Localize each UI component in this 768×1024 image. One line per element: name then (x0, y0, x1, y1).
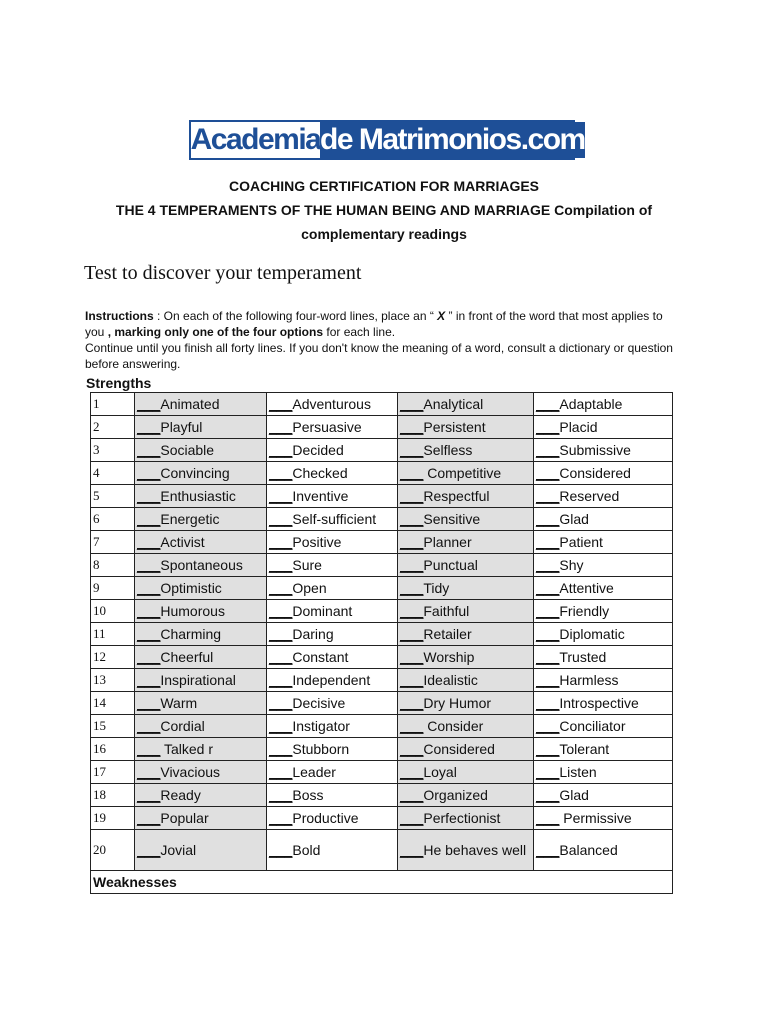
logo-right-text: de Matrimonios.com (320, 123, 585, 156)
option-word: Positive (292, 534, 342, 550)
row-number: 3 (91, 439, 135, 462)
option-word: Consider (423, 718, 484, 734)
answer-blank[interactable]: ___ (400, 511, 424, 527)
heading-line-1: COACHING CERTIFICATION FOR MARRIAGES (228, 178, 540, 194)
option-cell[interactable] (267, 646, 398, 669)
option-cell[interactable] (398, 623, 534, 646)
answer-blank[interactable]: ___ (400, 841, 424, 858)
option-word: Leader (292, 764, 336, 780)
option-word: Loyal (423, 764, 457, 780)
option-word: Reserved (559, 488, 620, 504)
answer-blank[interactable]: ___ (269, 603, 293, 619)
answer-blank[interactable]: ___ (536, 396, 560, 412)
answer-blank[interactable]: ___ (137, 534, 161, 550)
answer-blank[interactable]: ___ (269, 442, 293, 458)
answer-blank[interactable]: ___ (536, 810, 560, 826)
strengths-label: Strengths (86, 375, 152, 391)
option-cell[interactable] (267, 807, 398, 830)
option-cell[interactable] (267, 623, 398, 646)
option-cell[interactable] (534, 715, 673, 738)
option-word: Respectful (423, 488, 490, 504)
answer-blank[interactable]: ___ (137, 396, 161, 412)
option-cell[interactable] (267, 715, 398, 738)
answer-blank[interactable]: ___ (137, 442, 161, 458)
table-row (91, 761, 673, 784)
option-cell[interactable] (534, 600, 673, 623)
answer-blank[interactable]: ___ (269, 534, 293, 550)
answer-blank[interactable]: ___ (137, 465, 161, 481)
option-word: Selfless (423, 442, 473, 458)
option-cell[interactable] (267, 439, 398, 462)
option-cell[interactable] (135, 439, 267, 462)
option-word: Analytical (423, 396, 484, 412)
option-word: Introspective (559, 695, 639, 711)
option-cell[interactable] (398, 738, 534, 761)
answer-blank[interactable]: ___ (536, 580, 560, 596)
row-number: 2 (91, 416, 135, 439)
option-cell[interactable] (534, 577, 673, 600)
answer-blank[interactable]: ___ (269, 842, 293, 858)
answer-blank[interactable]: ___ (536, 557, 560, 573)
answer-blank[interactable]: ___ (137, 580, 161, 596)
option-cell[interactable] (267, 692, 398, 715)
option-word: Sociable (160, 442, 215, 458)
option-word: Jovial (160, 842, 197, 858)
row-number: 20 (91, 830, 135, 871)
answer-blank[interactable]: ___ (400, 649, 424, 665)
answer-blank[interactable]: ___ (137, 626, 161, 642)
option-cell[interactable] (398, 577, 534, 600)
option-word: Harmless (559, 672, 619, 688)
option-cell[interactable] (135, 623, 267, 646)
row-number: 1 (91, 393, 135, 416)
option-word: Cheerful (160, 649, 214, 665)
answer-blank[interactable]: ___ (137, 649, 161, 665)
answer-blank[interactable]: ___ (137, 488, 161, 504)
answer-blank[interactable]: ___ (269, 649, 293, 665)
table-row (91, 623, 673, 646)
table-row (91, 531, 673, 554)
option-word: Persistent (423, 419, 486, 435)
row-number: 9 (91, 577, 135, 600)
option-word: Planner (423, 534, 472, 550)
option-cell[interactable] (398, 600, 534, 623)
table-row (91, 485, 673, 508)
option-cell[interactable] (135, 462, 267, 485)
row-number: 6 (91, 508, 135, 531)
row-number: 17 (91, 761, 135, 784)
option-cell[interactable] (534, 761, 673, 784)
answer-blank[interactable]: ___ (400, 741, 424, 757)
option-word: Boss (292, 787, 324, 803)
option-cell[interactable] (267, 508, 398, 531)
instructions-line-2: Continue until you finish all forty lines. If you don't know the meaning of a word, consult a dictionary or question before answering. (85, 341, 673, 371)
option-word: Sensitive (423, 511, 481, 527)
option-word: Spontaneous (160, 557, 243, 573)
option-word: Competitive (423, 465, 502, 481)
option-cell[interactable] (398, 761, 534, 784)
answer-blank[interactable]: ___ (400, 695, 424, 711)
row-number: 19 (91, 807, 135, 830)
option-word: Charming (160, 626, 222, 642)
option-word: Playful (160, 419, 203, 435)
site-logo (189, 120, 585, 160)
answer-blank[interactable]: ___ (269, 741, 293, 757)
option-word: Instigator (292, 718, 350, 734)
option-cell[interactable] (267, 600, 398, 623)
option-word: Ready (160, 787, 201, 803)
option-cell[interactable] (135, 784, 267, 807)
option-cell[interactable] (534, 508, 673, 531)
option-word: Decisive (292, 695, 346, 711)
option-cell[interactable] (135, 669, 267, 692)
answer-blank[interactable]: ___ (400, 396, 424, 412)
option-cell[interactable] (135, 715, 267, 738)
answer-blank[interactable]: ___ (400, 718, 424, 734)
option-cell[interactable] (135, 531, 267, 554)
option-cell[interactable] (534, 669, 673, 692)
option-word: Attentive (559, 580, 614, 596)
option-word: Dominant (292, 603, 353, 619)
option-cell[interactable] (135, 600, 267, 623)
option-cell[interactable] (267, 830, 398, 871)
option-cell[interactable] (135, 761, 267, 784)
option-word: Warm (160, 695, 198, 711)
option-word: Tidy (423, 580, 450, 596)
answer-blank[interactable]: ___ (137, 718, 161, 734)
row-number: 14 (91, 692, 135, 715)
answer-blank[interactable]: ___ (536, 419, 560, 435)
option-word: Idealistic (423, 672, 478, 688)
answer-blank[interactable]: ___ (400, 787, 424, 803)
option-word: Humorous (160, 603, 225, 619)
answer-blank[interactable]: ___ (536, 626, 560, 642)
option-cell[interactable] (534, 692, 673, 715)
answer-blank[interactable]: ___ (536, 695, 560, 711)
option-cell[interactable] (267, 485, 398, 508)
option-cell[interactable] (398, 439, 534, 462)
option-cell[interactable] (534, 646, 673, 669)
option-cell[interactable] (267, 784, 398, 807)
heading-line-3: complementary readings (301, 226, 467, 242)
weaknesses-row (91, 871, 673, 894)
answer-blank[interactable]: ___ (137, 695, 161, 711)
option-cell[interactable] (398, 830, 534, 871)
row-number: 10 (91, 600, 135, 623)
temperament-table (90, 392, 673, 894)
option-cell[interactable] (135, 577, 267, 600)
row-number: 8 (91, 554, 135, 577)
option-word: Glad (559, 787, 589, 803)
row-number: 16 (91, 738, 135, 761)
option-cell[interactable] (267, 554, 398, 577)
table-row (91, 439, 673, 462)
option-cell[interactable] (135, 508, 267, 531)
instructions-label: Instructions (85, 309, 154, 323)
answer-blank[interactable]: ___ (536, 764, 560, 780)
table-row (91, 669, 673, 692)
option-cell[interactable] (135, 692, 267, 715)
option-cell[interactable] (398, 784, 534, 807)
answer-blank[interactable]: ___ (137, 603, 161, 619)
answer-blank[interactable]: ___ (536, 649, 560, 665)
logo-left-text: Academia (190, 123, 321, 156)
answer-blank[interactable]: ___ (269, 488, 293, 504)
option-cell[interactable] (398, 692, 534, 715)
answer-blank[interactable]: ___ (269, 580, 293, 596)
option-word: Placid (559, 419, 598, 435)
option-cell[interactable] (267, 416, 398, 439)
option-cell[interactable] (534, 554, 673, 577)
option-word: Trusted (559, 649, 607, 665)
option-word: Inspirational (160, 672, 236, 688)
option-cell[interactable] (534, 830, 673, 871)
option-cell[interactable] (135, 830, 267, 871)
option-word: Diplomatic (559, 626, 625, 642)
answer-blank[interactable]: ___ (269, 672, 293, 688)
answer-blank[interactable]: ___ (137, 511, 161, 527)
option-cell[interactable] (398, 646, 534, 669)
instructions (85, 308, 685, 372)
instructions-emphasis: , marking only one of the four options (107, 325, 324, 339)
option-word: Glad (559, 511, 589, 527)
answer-blank[interactable]: ___ (536, 603, 560, 619)
option-cell[interactable] (534, 462, 673, 485)
option-cell[interactable] (267, 761, 398, 784)
option-cell[interactable] (267, 577, 398, 600)
option-word: Stubborn (292, 741, 350, 757)
answer-blank[interactable]: ___ (400, 557, 424, 573)
answer-blank[interactable]: ___ (269, 557, 293, 573)
option-word: Adaptable (559, 396, 623, 412)
answer-blank[interactable]: ___ (269, 626, 293, 642)
option-word: Vivacious (160, 764, 221, 780)
option-word: Faithful (423, 603, 470, 619)
option-cell[interactable] (135, 807, 267, 830)
answer-blank[interactable]: ___ (137, 741, 161, 757)
option-cell[interactable] (135, 485, 267, 508)
table-row (91, 554, 673, 577)
answer-blank[interactable]: ___ (137, 842, 161, 858)
answer-blank[interactable]: ___ (269, 718, 293, 734)
option-cell[interactable] (398, 462, 534, 485)
answer-blank[interactable]: ___ (137, 672, 161, 688)
option-word: Inventive (292, 488, 349, 504)
row-number: 12 (91, 646, 135, 669)
row-number: 5 (91, 485, 135, 508)
answer-blank[interactable]: ___ (137, 557, 161, 573)
option-word: Daring (292, 626, 334, 642)
option-word: Checked (292, 465, 348, 481)
answer-blank[interactable]: ___ (536, 465, 560, 481)
option-cell[interactable] (398, 669, 534, 692)
option-cell[interactable] (534, 531, 673, 554)
option-word: He behaves well (423, 841, 527, 858)
row-number: 11 (91, 623, 135, 646)
option-word: Shy (559, 557, 584, 573)
option-word: Retailer (423, 626, 472, 642)
instructions-text-2: ” in front of the word that most applies to you (85, 309, 663, 339)
option-cell[interactable] (534, 439, 673, 462)
row-number: 4 (91, 462, 135, 485)
option-word: Activist (160, 534, 205, 550)
option-cell[interactable] (398, 715, 534, 738)
table-row (91, 577, 673, 600)
option-cell[interactable] (267, 669, 398, 692)
answer-blank[interactable]: ___ (400, 764, 424, 780)
option-cell[interactable] (534, 807, 673, 830)
option-word: Balanced (559, 842, 618, 858)
option-word: Perfectionist (423, 810, 501, 826)
option-word: Organized (423, 787, 488, 803)
table-row (91, 508, 673, 531)
option-cell[interactable] (267, 462, 398, 485)
instructions-text-3: for each line. (323, 325, 396, 339)
option-word: Sure (292, 557, 322, 573)
answer-blank[interactable]: ___ (400, 442, 424, 458)
option-word: Popular (160, 810, 209, 826)
option-cell[interactable] (534, 416, 673, 439)
answer-blank[interactable]: ___ (536, 488, 560, 504)
answer-blank[interactable]: ___ (269, 419, 293, 435)
option-cell[interactable] (267, 738, 398, 761)
answer-blank[interactable]: ___ (269, 764, 293, 780)
option-cell[interactable] (135, 416, 267, 439)
option-word: Constant (292, 649, 349, 665)
option-word: Friendly (559, 603, 610, 619)
table-row (91, 600, 673, 623)
table-row (91, 416, 673, 439)
table-row (91, 830, 673, 871)
answer-blank[interactable]: ___ (400, 810, 424, 826)
option-cell[interactable] (534, 738, 673, 761)
answer-blank[interactable]: ___ (536, 718, 560, 734)
option-cell[interactable] (398, 485, 534, 508)
answer-blank[interactable]: ___ (400, 672, 424, 688)
table-row (91, 715, 673, 738)
option-cell[interactable] (267, 393, 398, 416)
option-word: Adventurous (292, 396, 371, 412)
heading-line-2: THE 4 TEMPERAMENTS OF THE HUMAN BEING AND MARRIAGE Compilation of (115, 202, 653, 218)
answer-blank[interactable]: ___ (400, 419, 424, 435)
table-row (91, 807, 673, 830)
option-word: Considered (559, 465, 631, 481)
option-word: Animated (160, 396, 220, 412)
option-word: Decided (292, 442, 344, 458)
option-word: Persuasive (292, 419, 362, 435)
answer-blank[interactable]: ___ (536, 787, 560, 803)
option-word: Open (292, 580, 327, 596)
table-row (91, 646, 673, 669)
answer-blank[interactable]: ___ (536, 534, 560, 550)
option-word: Bold (292, 842, 321, 858)
option-word: Submissive (559, 442, 631, 458)
row-number: 13 (91, 669, 135, 692)
answer-blank[interactable]: ___ (400, 465, 424, 481)
answer-blank[interactable]: ___ (269, 396, 293, 412)
option-word: Optimistic (160, 580, 222, 596)
option-cell[interactable] (135, 646, 267, 669)
option-cell[interactable] (534, 784, 673, 807)
option-word: Enthusiastic (160, 488, 236, 504)
answer-blank[interactable]: ___ (137, 787, 161, 803)
option-word: Talked r (160, 741, 214, 757)
row-number: 18 (91, 784, 135, 807)
option-word: Energetic (160, 511, 220, 527)
option-cell[interactable] (267, 531, 398, 554)
option-word: Patient (559, 534, 603, 550)
answer-blank[interactable]: ___ (400, 603, 424, 619)
option-word: Self-sufficient (292, 511, 377, 527)
answer-blank[interactable]: ___ (137, 419, 161, 435)
option-word: Punctual (423, 557, 478, 573)
answer-blank[interactable]: ___ (536, 511, 560, 527)
option-word: Conciliator (559, 718, 626, 734)
option-cell[interactable] (398, 554, 534, 577)
answer-blank[interactable]: ___ (400, 580, 424, 596)
option-cell[interactable] (135, 554, 267, 577)
option-cell[interactable] (398, 416, 534, 439)
instructions-mark: X (437, 309, 446, 323)
option-word: Listen (559, 764, 597, 780)
option-word: Permissive (559, 810, 632, 826)
option-word: Independent (292, 672, 371, 688)
instructions-text-1: : On each of the following four-word lines, place an “ (153, 309, 438, 323)
table-row (91, 784, 673, 807)
answer-blank[interactable]: ___ (536, 741, 560, 757)
table-row (91, 462, 673, 485)
answer-blank[interactable]: ___ (400, 626, 424, 642)
option-word: Tolerant (559, 741, 610, 757)
option-word: Cordial (160, 718, 205, 734)
answer-blank[interactable]: ___ (269, 810, 293, 826)
option-cell[interactable] (534, 485, 673, 508)
answer-blank[interactable]: ___ (400, 534, 424, 550)
answer-blank[interactable]: ___ (137, 810, 161, 826)
option-word: Worship (423, 649, 475, 665)
row-number: 7 (91, 531, 135, 554)
answer-blank[interactable]: ___ (269, 787, 293, 803)
weaknesses-label: Weaknesses (91, 871, 673, 894)
answer-blank[interactable]: ___ (400, 488, 424, 504)
row-number: 15 (91, 715, 135, 738)
option-cell[interactable] (534, 393, 673, 416)
option-cell[interactable] (135, 738, 267, 761)
answer-blank[interactable]: ___ (536, 842, 560, 858)
test-title: Test to discover your temperament (84, 262, 362, 284)
option-word: Considered (423, 741, 495, 757)
table-row (91, 692, 673, 715)
answer-blank[interactable]: ___ (269, 511, 293, 527)
table-row (91, 393, 673, 416)
option-cell[interactable] (135, 393, 267, 416)
answer-blank[interactable]: ___ (269, 465, 293, 481)
option-word: Dry Humor (423, 695, 492, 711)
option-cell[interactable] (398, 508, 534, 531)
answer-blank[interactable]: ___ (536, 442, 560, 458)
option-cell[interactable] (398, 807, 534, 830)
option-word: Convincing (160, 465, 230, 481)
table-row (91, 738, 673, 761)
answer-blank[interactable]: ___ (137, 764, 161, 780)
answer-blank[interactable]: ___ (269, 695, 293, 711)
option-cell[interactable] (534, 623, 673, 646)
answer-blank[interactable]: ___ (536, 672, 560, 688)
option-cell[interactable] (398, 531, 534, 554)
option-word: Productive (292, 810, 359, 826)
option-cell[interactable] (398, 393, 534, 416)
